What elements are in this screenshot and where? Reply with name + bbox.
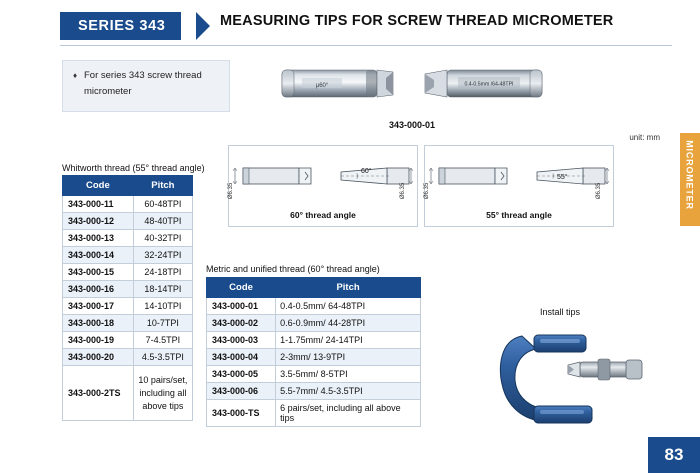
metric-table-title: Metric and unified thread (60° thread angle) bbox=[206, 264, 380, 274]
metric-code-1: 343-000-02 bbox=[207, 315, 276, 332]
table-row bbox=[63, 349, 193, 366]
whitworth-col-code: Code bbox=[63, 176, 134, 196]
table-row bbox=[63, 264, 193, 281]
product-photo bbox=[262, 58, 562, 114]
whitworth-code-1: 343-000-12 bbox=[63, 213, 134, 230]
whitworth-pitch-9: 4.5-3.5TPI bbox=[133, 349, 192, 366]
whitworth-code-3: 343-000-14 bbox=[63, 247, 134, 264]
table-row bbox=[63, 315, 193, 332]
table-row bbox=[63, 366, 193, 421]
whitworth-pitch-10: 10 pairs/set, including all above tips bbox=[133, 366, 192, 421]
unit-label: unit: mm bbox=[629, 133, 660, 142]
table-row bbox=[63, 247, 193, 264]
metric-code-5: 343-000-06 bbox=[207, 383, 276, 400]
side-tab-label: MICROMETER bbox=[684, 140, 695, 210]
whitworth-code-4: 343-000-15 bbox=[63, 264, 134, 281]
diagram-55-svg bbox=[425, 146, 611, 208]
table-row bbox=[207, 298, 421, 315]
table-row bbox=[207, 315, 421, 332]
product-photo-svg bbox=[262, 58, 562, 114]
series-badge-arrow bbox=[196, 12, 210, 40]
whitworth-pitch-0: 60-48TPI bbox=[133, 196, 192, 213]
diagram-60-degree bbox=[228, 145, 418, 227]
metric-pitch-3: 2-3mm/ 13-9TPI bbox=[276, 349, 421, 366]
whitworth-pitch-7: 10-7TPI bbox=[133, 315, 192, 332]
whitworth-pitch-2: 40-32TPI bbox=[133, 230, 192, 247]
table-row bbox=[207, 349, 421, 366]
svg-text:0.4-0.5mm /64-48TPI: 0.4-0.5mm /64-48TPI bbox=[464, 81, 514, 88]
whitworth-pitch-6: 14-10TPI bbox=[133, 298, 192, 315]
install-tips-photo bbox=[494, 322, 664, 432]
diagram-60-dim-left: Ø6.35 bbox=[228, 182, 235, 200]
whitworth-code-7: 343-000-18 bbox=[63, 315, 134, 332]
whitworth-header-row bbox=[63, 176, 193, 196]
metric-code-4: 343-000-05 bbox=[207, 366, 276, 383]
svg-text:μ60°: μ60° bbox=[315, 83, 329, 89]
whitworth-table-title: Whitworth thread (55° thread angle) bbox=[62, 163, 205, 173]
diagram-60-caption: 60° thread angle bbox=[290, 210, 356, 220]
whitworth-code-9: 343-000-20 bbox=[63, 349, 134, 366]
whitworth-pitch-5: 18-14TPI bbox=[133, 281, 192, 298]
metric-code-0: 343-000-01 bbox=[207, 298, 276, 315]
metric-pitch-5: 5.5-7mm/ 4.5-3.5TPI bbox=[276, 383, 421, 400]
metric-code-2: 343-000-03 bbox=[207, 332, 276, 349]
whitworth-code-10: 343-000-2TS bbox=[63, 366, 134, 421]
table-row bbox=[207, 332, 421, 349]
metric-code-6: 343-000-TS bbox=[207, 400, 276, 427]
metric-code-3: 343-000-04 bbox=[207, 349, 276, 366]
note-text: For series 343 screw thread micrometer bbox=[84, 70, 202, 97]
page-header bbox=[0, 0, 700, 45]
table-row bbox=[207, 366, 421, 383]
metric-header-row bbox=[207, 278, 421, 298]
page-title: MEASURING TIPS FOR SCREW THREAD MICROMETER bbox=[220, 13, 614, 29]
metric-pitch-2: 1-1.75mm/ 24-14TPI bbox=[276, 332, 421, 349]
metric-pitch-4: 3.5-5mm/ 8-5TPI bbox=[276, 366, 421, 383]
whitworth-col-pitch: Pitch bbox=[133, 176, 192, 196]
table-row bbox=[207, 383, 421, 400]
table-row bbox=[207, 400, 421, 427]
table-row bbox=[63, 332, 193, 349]
whitworth-code-6: 343-000-17 bbox=[63, 298, 134, 315]
diagram-55-degree bbox=[424, 145, 614, 227]
metric-col-code: Code bbox=[207, 278, 276, 298]
metric-pitch-6: 6 pairs/set, including all above tips bbox=[276, 400, 421, 427]
whitworth-pitch-4: 24-18TPI bbox=[133, 264, 192, 281]
table-row bbox=[63, 230, 193, 247]
install-tips-caption: Install tips bbox=[540, 307, 581, 317]
whitworth-table bbox=[62, 175, 193, 421]
diagram-60-svg bbox=[229, 146, 415, 208]
table-row bbox=[63, 213, 193, 230]
whitworth-pitch-3: 32-24TPI bbox=[133, 247, 192, 264]
header-divider bbox=[60, 45, 672, 46]
metric-pitch-0: 0.4-0.5mm/ 64-48TPI bbox=[276, 298, 421, 315]
note-box bbox=[62, 60, 230, 112]
whitworth-pitch-8: 7-4.5TPI bbox=[133, 332, 192, 349]
table-row bbox=[63, 196, 193, 213]
bullet-icon: ♦ bbox=[73, 71, 78, 80]
table-row bbox=[63, 298, 193, 315]
metric-col-pitch: Pitch bbox=[276, 278, 421, 298]
diagram-55-dim-left: Ø6.35 bbox=[424, 182, 431, 200]
side-tab-micrometer bbox=[680, 133, 700, 226]
whitworth-code-0: 343-000-11 bbox=[63, 196, 134, 213]
whitworth-code-2: 343-000-13 bbox=[63, 230, 134, 247]
metric-pitch-1: 0.6-0.9mm/ 44-28TPI bbox=[276, 315, 421, 332]
product-caption: 343-000-01 bbox=[388, 120, 436, 130]
page-number: 83 bbox=[648, 437, 700, 473]
metric-table bbox=[206, 277, 421, 427]
whitworth-pitch-1: 48-40TPI bbox=[133, 213, 192, 230]
diagram-55-dim-right: Ø6.35 bbox=[596, 182, 603, 200]
diagram-60-dim-right: Ø6.35 bbox=[400, 182, 407, 200]
table-row bbox=[63, 281, 193, 298]
diagram-60-angle-label: 60° bbox=[361, 168, 372, 175]
install-tips-svg bbox=[494, 322, 664, 432]
series-badge: SERIES 343 bbox=[60, 12, 181, 40]
diagram-55-caption: 55° thread angle bbox=[486, 210, 552, 220]
whitworth-code-8: 343-000-19 bbox=[63, 332, 134, 349]
diagram-55-angle-label: 55° bbox=[557, 174, 568, 181]
whitworth-code-5: 343-000-16 bbox=[63, 281, 134, 298]
